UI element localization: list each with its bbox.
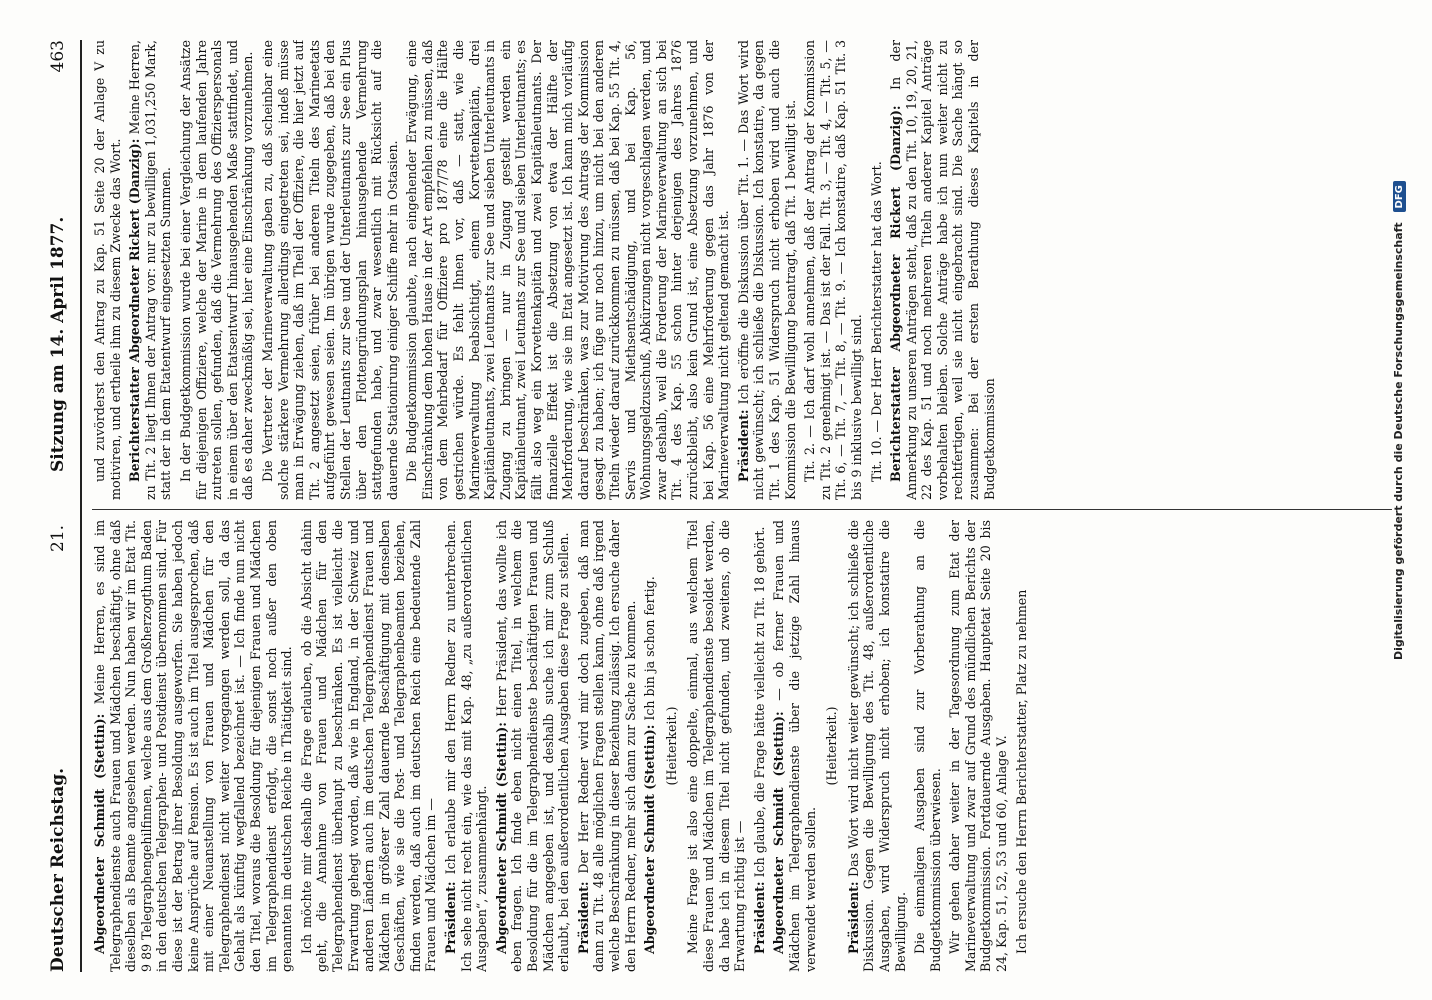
dfg-logo: DFG xyxy=(1393,181,1406,212)
header-title: Deutscher Reichstag. xyxy=(48,767,68,972)
speech-text: Ich eröffne die Diskussion über Tit. 1. — Das Wort wird nicht gewünscht; ich schließe die Diskussion. Ich konstatire, da gegen Tit. 1 des Kap. 51 Widerspruch nicht erhoben wird und auch die Kommission die Bewilligung beantragt, daß Tit. 1 bewilligt ist. xyxy=(735,40,798,500)
speech-paragraph xyxy=(846,520,908,972)
speaker-name: Präsident: xyxy=(845,881,861,954)
speaker-name: Berichterstatter Abgeordneter Rickert (Danzig): xyxy=(127,138,143,482)
speaker-name: Berichterstatter Abgeordneter Rickert (Danzig): xyxy=(888,105,904,482)
paragraph: Tit. 10. — Der Herr Berichterstatter hat das Wort. xyxy=(868,161,884,482)
speaker-name: Abgeordneter Schmidt (Stettin): xyxy=(493,722,509,954)
paragraph: Ich möchte mir deshalb die Frage erlauben, ob die Absicht dahin geht, die Annahme von Frauen und Mädchen für den Telegraphendienst überhaupt zu beschränken. Es ist vielleicht die Erwartung gehegt worden, daß wie in England, in der Schweiz und anderen Ländern auch im deutschen Telegraphendienst Frauen und Mädchen in größerer Zahl dauernde Beschäftigung mit denselben Geschäften, wie sie die Post- und Telegraphenbeamten beziehen, finden werden, daß auch im deutschen Reich eine bedeutende Zahl Frauen und Mädchen im — xyxy=(298,520,439,972)
speech-paragraph xyxy=(888,40,997,500)
right-column xyxy=(92,40,1392,500)
speech-text: In der Anmerkung zu unseren Anträgen steht, daß zu den Tit. 10, 19, 20, 21, 22 des Kap. 51 und noch mehreren Titeln anderer Kapitel Anträge vorbehalten bleiben. Solche Anträge habe ich nun weiter nicht zu rechtfertigen, weil sie nicht eingebracht sind. Die Sache hängt so zusammen: Bei der ersten Berathung dieses Kapitels in der Budgetkommission xyxy=(888,40,997,500)
speech-paragraph xyxy=(92,520,295,972)
speech-text: Ich bin ja schon fertig. xyxy=(642,576,658,721)
speech-paragraph xyxy=(127,40,174,500)
paragraph: Tit. 2. — Ich darf wohl annehmen, daß der Antrag der Kommission zu Tit. 2 genehmigt ist. — Das ist der Fall. Tit. 3, — Tit. 4, — Tit. 5, — Tit. 6, — Tit. 7, — Tit. 8, — Tit. 9. — Ich konstatire, daß Kap. 51 Tit. 3 bis 9 inklusive bewilligt sind. xyxy=(802,40,864,500)
paragraph: Wir gehen daher weiter in der Tagesordnung zum Etat der Marineverwaltung und zwar auf Grund des mündlichen Berichts der Budgetkommission. Fortdauernde Ausgaben. Hauptetat Seite 20 bis 24, Kap. 51, 52, 53 und 60, Anlage V. xyxy=(947,520,1010,972)
speech-text: Der Herr Redner wird mir doch zugeben, daß man dann zu Tit. 48 alle möglichen Fragen stellen kann, ohne daß irgend welche Beschränkung in dieser Beziehung zulässig. Ich ersuche daher den Herrn Redner, mehr sich dann zur Sache zu kommen. xyxy=(575,520,638,972)
paragraph: Die einmaligen Ausgaben sind zur Vorberathung an die Budgetkommission überwiesen. xyxy=(912,520,943,972)
paragraph: Meine Frage ist also eine doppelte, einmal, aus welchem Titel diese Frauen und Mädchen im Telegraphendienste besoldet werden, da habe ich in diesem Titel nicht gefunden, und zweitens, ob die Erwartung richtig ist — xyxy=(685,520,748,972)
page-header xyxy=(40,40,82,972)
speech-text: Ich erlaube mir den Herrn Redner zu unterbrechen. Ich sehe nicht recht ein, wie das mit Kap. 48, „zu außerordentlichen Ausgaben“, zusammenhängt. xyxy=(443,520,490,972)
speech-paragraph xyxy=(752,520,768,972)
paragraph: Die Vertreter der Marineverwaltung gaben zu, daß scheinbar eine solche stärkere Vermehrung allerdings eingetreten sei, indeß müsse man in Erwägung ziehen, daß im Theil der Offiziere, die hier jetzt auf Tit. 2 angesetzt seien, früher bei anderen Titeln des Marineetats aufgeführt gewesen seien. Im übrigen wurde zugegeben, daß bei den Stellen der Leutnants zur See und der Unterleutnants zur See ein Plus über den Flottengründungsplan hinausgehende Vermehrung stattgefunden habe, und zwar wesentlich mit Rücksicht auf die dauernde Stationirung einiger Schiffe mehr in Ostasien. xyxy=(259,40,400,500)
credit-text: Digitalisierung gefördert durch die Deutsche Forschungsgemeinschaft xyxy=(1392,222,1405,660)
speech-paragraph xyxy=(736,40,798,500)
paragraph: In der Budgetkommission wurde bei einer Vergleichung der Ansätze für diejenigen Offiziere, welche der Marine in dem laufenden Jahre zutreten sollen, gefunden, daß die Vermehrung des Offizierspersonals in einem über den Etatsentwurf hinausgehenden Maße stattfindet, und daß es daher zweckmäßig sei, hier eine Einschränkung vorzunehmen. xyxy=(177,40,256,500)
speaker-name: Abgeordneter Schmidt (Stettin): xyxy=(642,724,658,954)
speech-text: Meine Herren, zu Tit. 2 liegt Ihnen der Antrag vor: nur zu bewilligen 1,031,250 Mark, statt der in dem Etatentwurf eingesetzten Summen. xyxy=(127,40,174,500)
speaker-name: Präsident: xyxy=(443,881,459,954)
speech-text: — ob ferner Frauen und Mädchen im Telegraphendienste über die jetzige Zahl hinaus verwendet werden sollen. xyxy=(771,520,818,972)
speech-paragraph xyxy=(642,520,658,972)
speaker-name: Abgeordneter Schmidt (Stettin): xyxy=(771,711,787,954)
speech-text: Meine Herren, es sind im Telegraphendienste auch Frauen und Mädchen beschäftigt, ohne daß dieselben als Beamte angesehen werden. Nun haben wir im Etat Tit. 9 89 Telegraphengehilfinnen, welche aus dem Großherzogthum Baden in den deutschen Telegraphen- und Postdienst übernommen sind. Für diese ist der Betrag ihrer Besoldung ausgeworfen. Sie haben jedoch keine Ansprüche auf Pension. Es ist auch im Titel ausgesprochen, daß mit einer Neuanstellung von Frauen und Mädchen für den Telegraphendienst nicht weiter vorgegangen werden soll, da das Gehalt als künftig wegfallend bezeichnet ist. — Ich finde nun nicht den Titel, woraus die Besoldung für diejenigen Frauen und Mädchen im Telegraphendienst erfolgt, die sonst noch außer den oben genannten im deutschen Reiche in Thätigkeit sind. xyxy=(92,520,295,972)
header-session-number: 21. xyxy=(48,524,68,552)
header-session-date: Sitzung am 14. April 1877. xyxy=(48,216,68,472)
left-column xyxy=(92,520,1392,972)
speech-paragraph xyxy=(576,520,638,972)
paragraph: und zuvörderst den Antrag zu Kap. 51 Seite 20 der Anlage V zu motiviren, und ertheile ihm zu diesem Zwecke das Wort. xyxy=(92,40,123,500)
speaker-name: Abgeordneter Schmidt (Stettin): xyxy=(92,713,107,954)
speech-text: Herr Präsident, das wollte ich eben fragen. Ich finde eben nicht einen Titel, in welchem die Besoldung für die im Telegraphendienste beschäftigten Frauen und Mädchen angegeben ist, und deshalb suche ich mir zum Schluß erlaubt, bei den außerordentlichen Ausgaben diese Frage zu stellen. xyxy=(493,520,572,972)
stage-direction: (Heiterkeit.) xyxy=(663,706,679,786)
column-divider xyxy=(92,509,1392,510)
speech-text: Das Wort wird nicht weiter gewünscht; ich schließe die Diskussion. Gegen die Bewilligung des Tit. 48, außerordentliche Ausgaben, wird Widerspruch nicht erhoben; ich konstatire die Bewilligung. xyxy=(845,520,908,972)
speech-paragraph xyxy=(494,520,572,972)
paragraph: Ich ersuche den Herrn Berichterstatter, Platz zu nehmen xyxy=(1013,589,1029,954)
stage-direction: (Heiterkeit.) xyxy=(824,706,840,786)
speaker-name: Präsident: xyxy=(735,409,751,482)
speaker-name: Präsident: xyxy=(575,881,591,954)
speech-paragraph xyxy=(771,520,818,972)
digitization-credit xyxy=(1392,181,1406,660)
paragraph: Die Budgetkommission glaubte, nach eingehender Erwägung, eine Einschränkung dem hohen Hause in der Art empfehlen zu müssen, daß von dem Mehrbedarf für Offiziere pro 1877/78 eine die Hälfte gestrichen würde. Es fehlt Ihnen vor, daß — statt, wie die Marineverwaltung beabsichtigt, einem Korvettenkapitän, drei Kapitänleutnants, zwei Leutnants zur See und sieben Unterleutnants in Zugang zu bringen — nur in Zugang gestellt werden ein Kapitänleutnant, zwei Leutnants zur See und sieben Unterleutnants; es fällt also weg ein Korvettenkapitän und zwei Kapitänleutnants. Der finanzielle Effekt ist die Absetzung von etwa der Hälfte der Mehrforderung, wie sie im Etat angesetzt ist. Ich kann mich vorläufig darauf beschränken, was zur Motivirung des Antrags der Kommission gesagt zu haben; ich füge nur noch hinzu, um nicht bei den anderen Titeln wieder darauf zurückkommen zu müssen, daß bei Kap. 55 Tit. 4, Servis und Miethsentschädigung, und bei Kap. 56, Wohnungsgeldzuschuß, Abkürzungen nicht vorgeschlagen werden, und zwar deshalb, weil die Forderung der Marineverwaltung an sich bei Tit. 4 des Kap. 55 schon hinter derjenigen des Jahres 1876 zurückbleibt, also kein Grund ist, eine Absetzung vorzunehmen, und bei Kap. 56 eine Mehrforderung gegen das Jahr 1876 von der Marineverwaltung nicht geltend gemacht ist. xyxy=(404,40,732,500)
speech-text: Ich glaube, die Frage hätte vielleicht zu Tit. 18 gehört. xyxy=(751,526,767,878)
page-number: 463 xyxy=(48,40,68,73)
speaker-name: Präsident: xyxy=(751,881,767,954)
speech-paragraph xyxy=(443,520,490,972)
